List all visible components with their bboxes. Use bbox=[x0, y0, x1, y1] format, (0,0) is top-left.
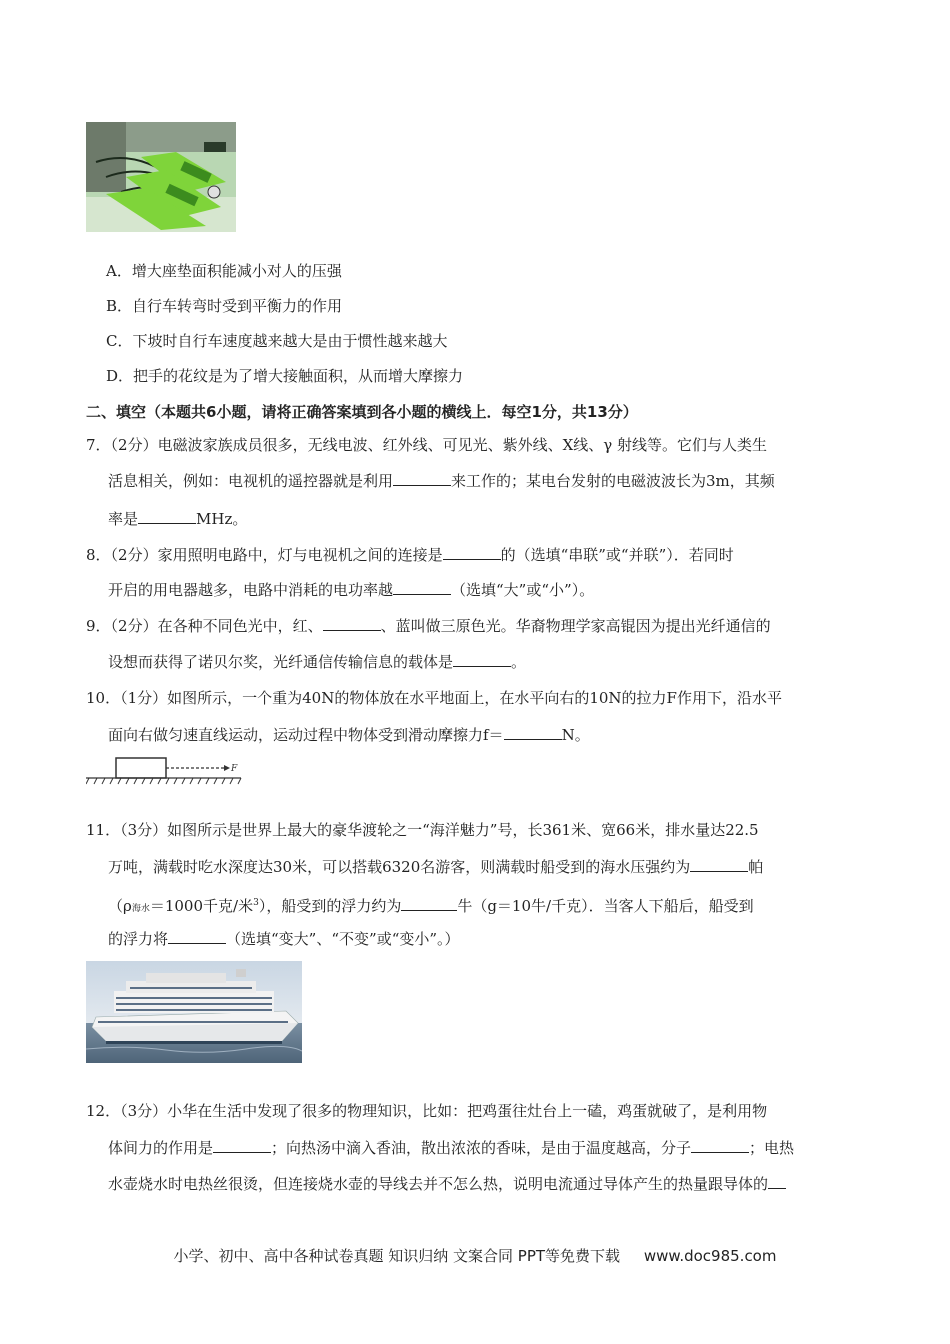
q8-line2: 开启的用电器越多，电路中消耗的电功率越 （选填“大”或“小”）。 bbox=[108, 581, 595, 599]
q12-line2: 体间力的作用是 ；向热汤中滴入香油，散出浓浓的香味，是由于温度越高，分子 ；电热 bbox=[108, 1139, 795, 1157]
answer-blank bbox=[504, 725, 562, 740]
q9-line1: 9．（2分）在各种不同色光中，红、 、蓝叫做三原色光。华裔物理学家高锟因为提出光纤通信的 bbox=[86, 617, 771, 635]
answer-blank bbox=[443, 545, 501, 560]
q11-line2: 万吨，满载时吃水深度达30米，可以搭载6320名游客，则满载时船受到的海水压强约为 帕 bbox=[108, 858, 764, 876]
q7-line2: 活息相关，例如：电视机的遥控器就是利用 来工作的；某电台发射的电磁波波长为3m，其频 bbox=[108, 472, 775, 490]
q7-line1: 7．（2分）电磁波家族成员很多，无线电波、红外线、可见光、紫外线、X线、γ 射线等。它们与人类生 bbox=[86, 436, 768, 454]
answer-blank bbox=[393, 580, 451, 595]
answer-blank bbox=[168, 929, 226, 944]
answer-blank bbox=[401, 896, 457, 911]
section-title: 二、填空（本题共6小题，请将正确答案填到各小题的横线上．每空1分，共13分） bbox=[86, 403, 638, 421]
q9-line2: 设想而获得了诺贝尔奖，光纤通信传输信息的载体是 。 bbox=[108, 653, 527, 671]
q7-line3: 率是 MHz。 bbox=[108, 510, 248, 528]
page-footer: 小学、初中、高中各种试卷真题 知识归纳 文案合同 PPT等免费下载 www.doc985.com bbox=[173, 1247, 777, 1265]
q11-line3: （ρ海水＝1000千克/米$^3$），船受到的浮力约为 牛（g＝10牛/千克）．当客人下船后，船受到 bbox=[108, 897, 754, 915]
option-a: A．增大座垫面积能减小对人的压强 bbox=[106, 262, 342, 280]
answer-blank bbox=[691, 1138, 749, 1153]
q12-line1: 12．（3分）小华在生活中发现了很多的物理知识，比如：把鸡蛋往灶台上一磕，鸡蛋就破了，是利用物 bbox=[86, 1102, 768, 1120]
q10-line1: 10．（1分）如图所示，一个重为40N的物体放在水平地面上，在水平向右的10N的拉力F作用下，沿水平 bbox=[86, 689, 782, 707]
option-b: B．自行车转弯时受到平衡力的作用 bbox=[106, 297, 343, 315]
answer-blank bbox=[453, 652, 511, 667]
answer-blank bbox=[323, 616, 381, 631]
q12-line3: 水壶烧水时电热丝很烫，但连接烧水壶的导线去并不怎么热，说明电流通过导体产生的热量跟导体的 bbox=[108, 1174, 786, 1194]
answer-blank bbox=[213, 1138, 271, 1153]
answer-blank bbox=[393, 471, 451, 486]
block-force-diagram bbox=[86, 756, 246, 786]
option-d: D．把手的花纹是为了增大接触面积，从而增大摩擦力 bbox=[106, 367, 464, 385]
bicycle-photo bbox=[86, 122, 236, 232]
answer-blank bbox=[768, 1174, 786, 1189]
q8-line1: 8．（2分）家用照明电路中，灯与电视机之间的连接是 的（选填“串联”或“并联”）．若同时 bbox=[86, 546, 734, 564]
q11-line1: 11．（3分）如图所示是世界上最大的豪华渡轮之一“海洋魅力”号，长361米、宽66米，排水量达22.5 bbox=[86, 821, 759, 839]
q10-line2: 面向右做匀速直线运动，运动过程中物体受到滑动摩擦力f＝ N。 bbox=[108, 726, 590, 744]
option-c: C．下坡时自行车速度越来越大是由于惯性越来越大 bbox=[106, 332, 448, 350]
cruise-ship-photo bbox=[86, 961, 302, 1063]
q11-line4: 的浮力将 （选填“变大”、“不变”或“变小”。） bbox=[108, 930, 460, 948]
force-label: F bbox=[231, 764, 238, 774]
answer-blank bbox=[690, 857, 748, 872]
answer-blank bbox=[138, 509, 196, 524]
